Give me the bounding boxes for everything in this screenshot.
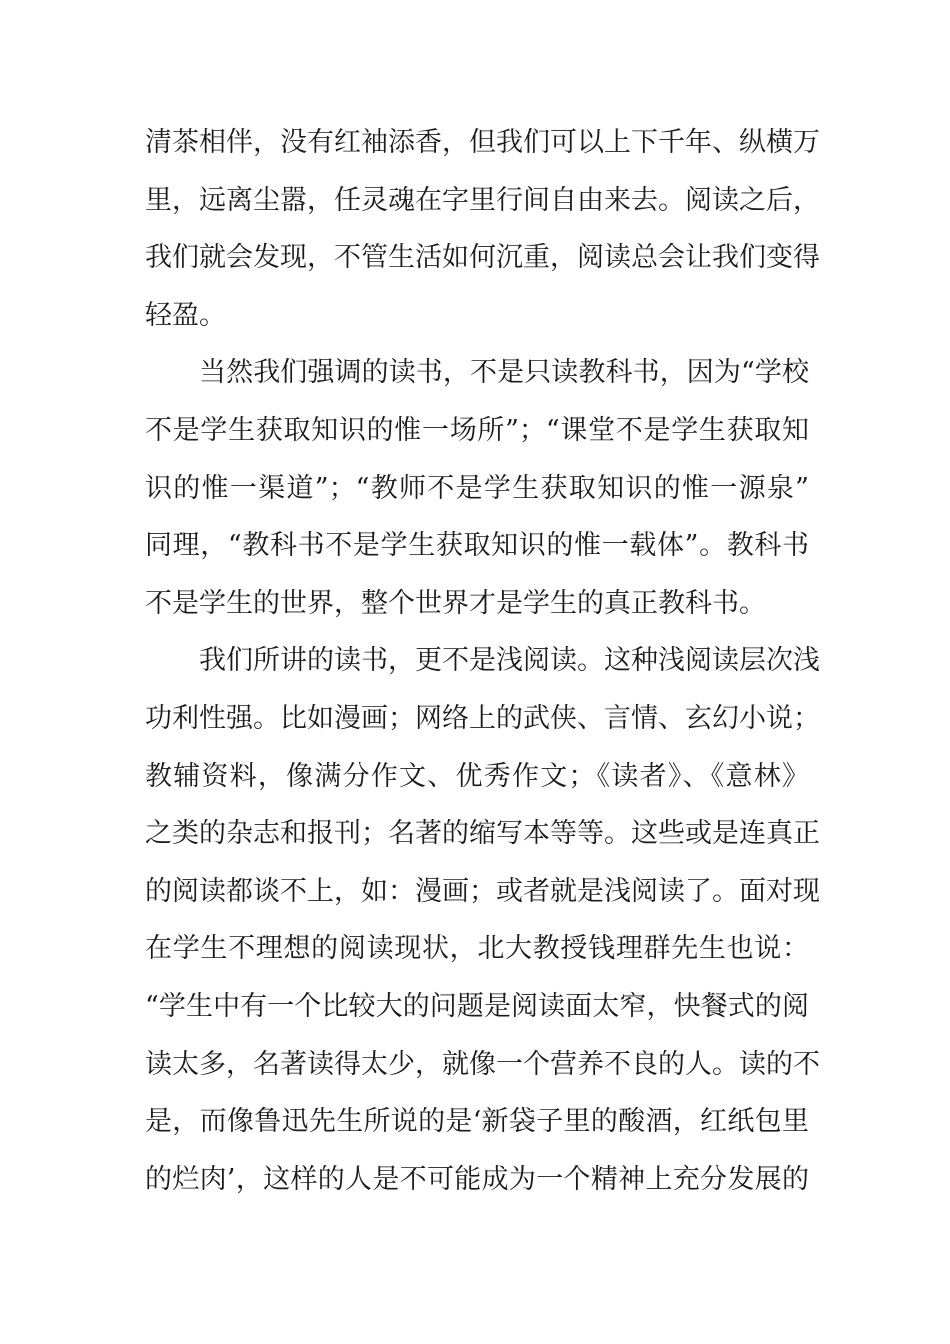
text-line: 当然我们强调的读书，不是只读教科书，因为“学校 (199, 357, 809, 389)
text-line: 的烂肉’，这样的人是不可能成为一个精神上充分发展的 (145, 1163, 809, 1195)
text-line: 清茶相伴，没有红袖添香，但我们可以上下千年、纵横万 (145, 127, 820, 158)
body-text (145, 114, 820, 1208)
text-line: 读太多，名著读得太少，就像一个营养不良的人。读的不 (145, 1048, 820, 1080)
text-line: 不是学生获取知识的惟一场所”；“课堂不是学生获取知 (145, 414, 809, 446)
text-line: 识的惟一渠道”；“教师不是学生获取知识的惟一源泉” (145, 472, 809, 504)
text-line: 在学生不理想的阅读现状，北大教授钱理群先生也说： (145, 933, 809, 965)
text-line: 同理，“教科书不是学生获取知识的惟一载体”。教科书 (145, 530, 809, 562)
text-line: 我们就会发现，不管生活如何沉重，阅读总会让我们变得 (145, 242, 820, 274)
text-line: “学生中有一个比较大的问题是阅读面太窄，快餐式的阅 (145, 990, 809, 1022)
text-line: 我们所讲的读书，更不是浅阅读。这种浅阅读层次浅 (199, 645, 820, 677)
text-line: 教辅资料，像满分作文、优秀作文；《读者》、《意林》 (145, 760, 809, 792)
text-line: 轻盈。 (145, 299, 226, 331)
text-line: 功利性强。比如漫画；网络上的武侠、言情、玄幻小说； (145, 702, 820, 734)
text-line: 是，而像鲁迅先生所说的是‘新袋子里的酸酒，红纸包里 (145, 1106, 809, 1138)
text-line: 里，远离尘嚣，任灵魂在字里行间自由来去。阅读之后， (145, 184, 820, 216)
text-line: 的阅读都谈不上，如：漫画；或者就是浅阅读了。面对现 (145, 875, 820, 907)
text-line: 之类的杂志和报刊；名著的缩写本等等。这些或是连真正 (145, 818, 820, 850)
text-line: 不是学生的世界，整个世界才是学生的真正教科书。 (145, 587, 766, 619)
